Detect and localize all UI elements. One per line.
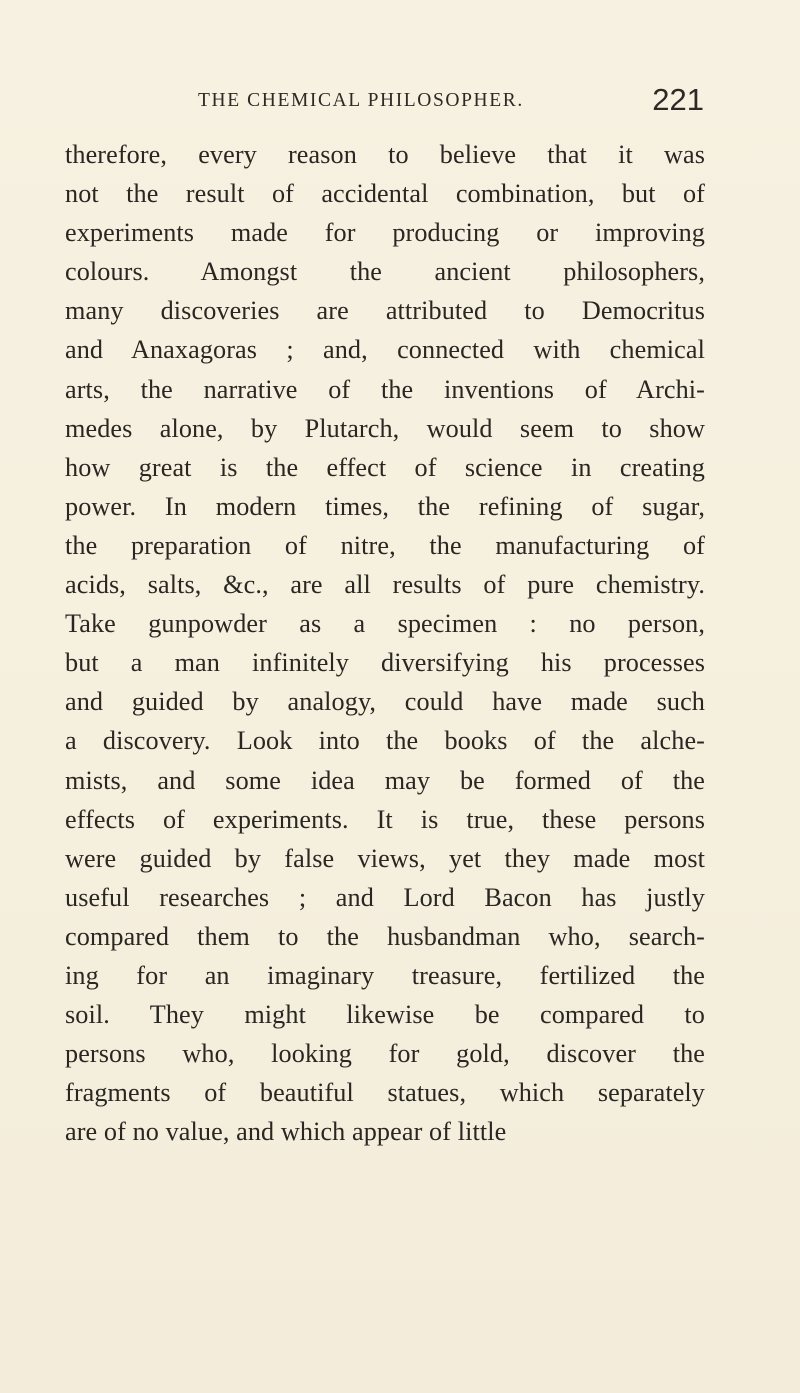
page-number: 221 bbox=[652, 82, 704, 117]
text-line: experiments made for producing or improving bbox=[65, 218, 705, 248]
running-header bbox=[60, 82, 704, 120]
text-line: persons who, looking for gold, discover the bbox=[65, 1039, 705, 1069]
text-line: fragments of beautiful statues, which separately bbox=[65, 1078, 705, 1108]
text-line: Take gunpowder as a specimen : no person, bbox=[65, 609, 705, 639]
text-line: ing for an imaginary treasure, fertilized the bbox=[65, 960, 705, 990]
text-line: and guided by analogy, could have made such bbox=[65, 687, 705, 717]
running-title: THE CHEMICAL PHILOSOPHER. bbox=[198, 90, 524, 111]
body-text bbox=[65, 135, 705, 1151]
text-line: the preparation of nitre, the manufacturing of bbox=[65, 530, 705, 560]
text-line: mists, and some idea may be formed of the bbox=[65, 765, 705, 795]
text-line: useful researches ; and Lord Bacon has justly bbox=[65, 882, 705, 912]
text-line: were guided by false views, yet they made most bbox=[65, 843, 705, 873]
text-line: and Anaxagoras ; and, connected with chemical bbox=[65, 335, 705, 365]
text-line: arts, the narrative of the inventions of Archi- bbox=[65, 374, 705, 404]
text-line: acids, salts, &c., are all results of pure chemistry. bbox=[65, 570, 705, 600]
text-line: are of no value, and which appear of little bbox=[65, 1117, 507, 1147]
text-line: colours. Amongst the ancient philosophers, bbox=[65, 257, 705, 287]
text-line: medes alone, by Plutarch, would seem to show bbox=[65, 413, 705, 443]
text-line: effects of experiments. It is true, these persons bbox=[65, 804, 705, 834]
text-line: compared them to the husbandman who, search- bbox=[65, 921, 705, 951]
text-line: a discovery. Look into the books of the alche- bbox=[65, 726, 705, 756]
text-line: but a man infinitely diversifying his processes bbox=[65, 648, 705, 678]
text-line: many discoveries are attributed to Democritus bbox=[65, 296, 705, 326]
text-line: therefore, every reason to believe that it was bbox=[65, 140, 705, 169]
text-line: soil. They might likewise be compared to bbox=[65, 1000, 705, 1030]
text-line: how great is the effect of science in creating bbox=[65, 452, 705, 482]
text-line: not the result of accidental combination, but of bbox=[65, 179, 705, 209]
text-line: power. In modern times, the refining of sugar, bbox=[65, 491, 705, 521]
